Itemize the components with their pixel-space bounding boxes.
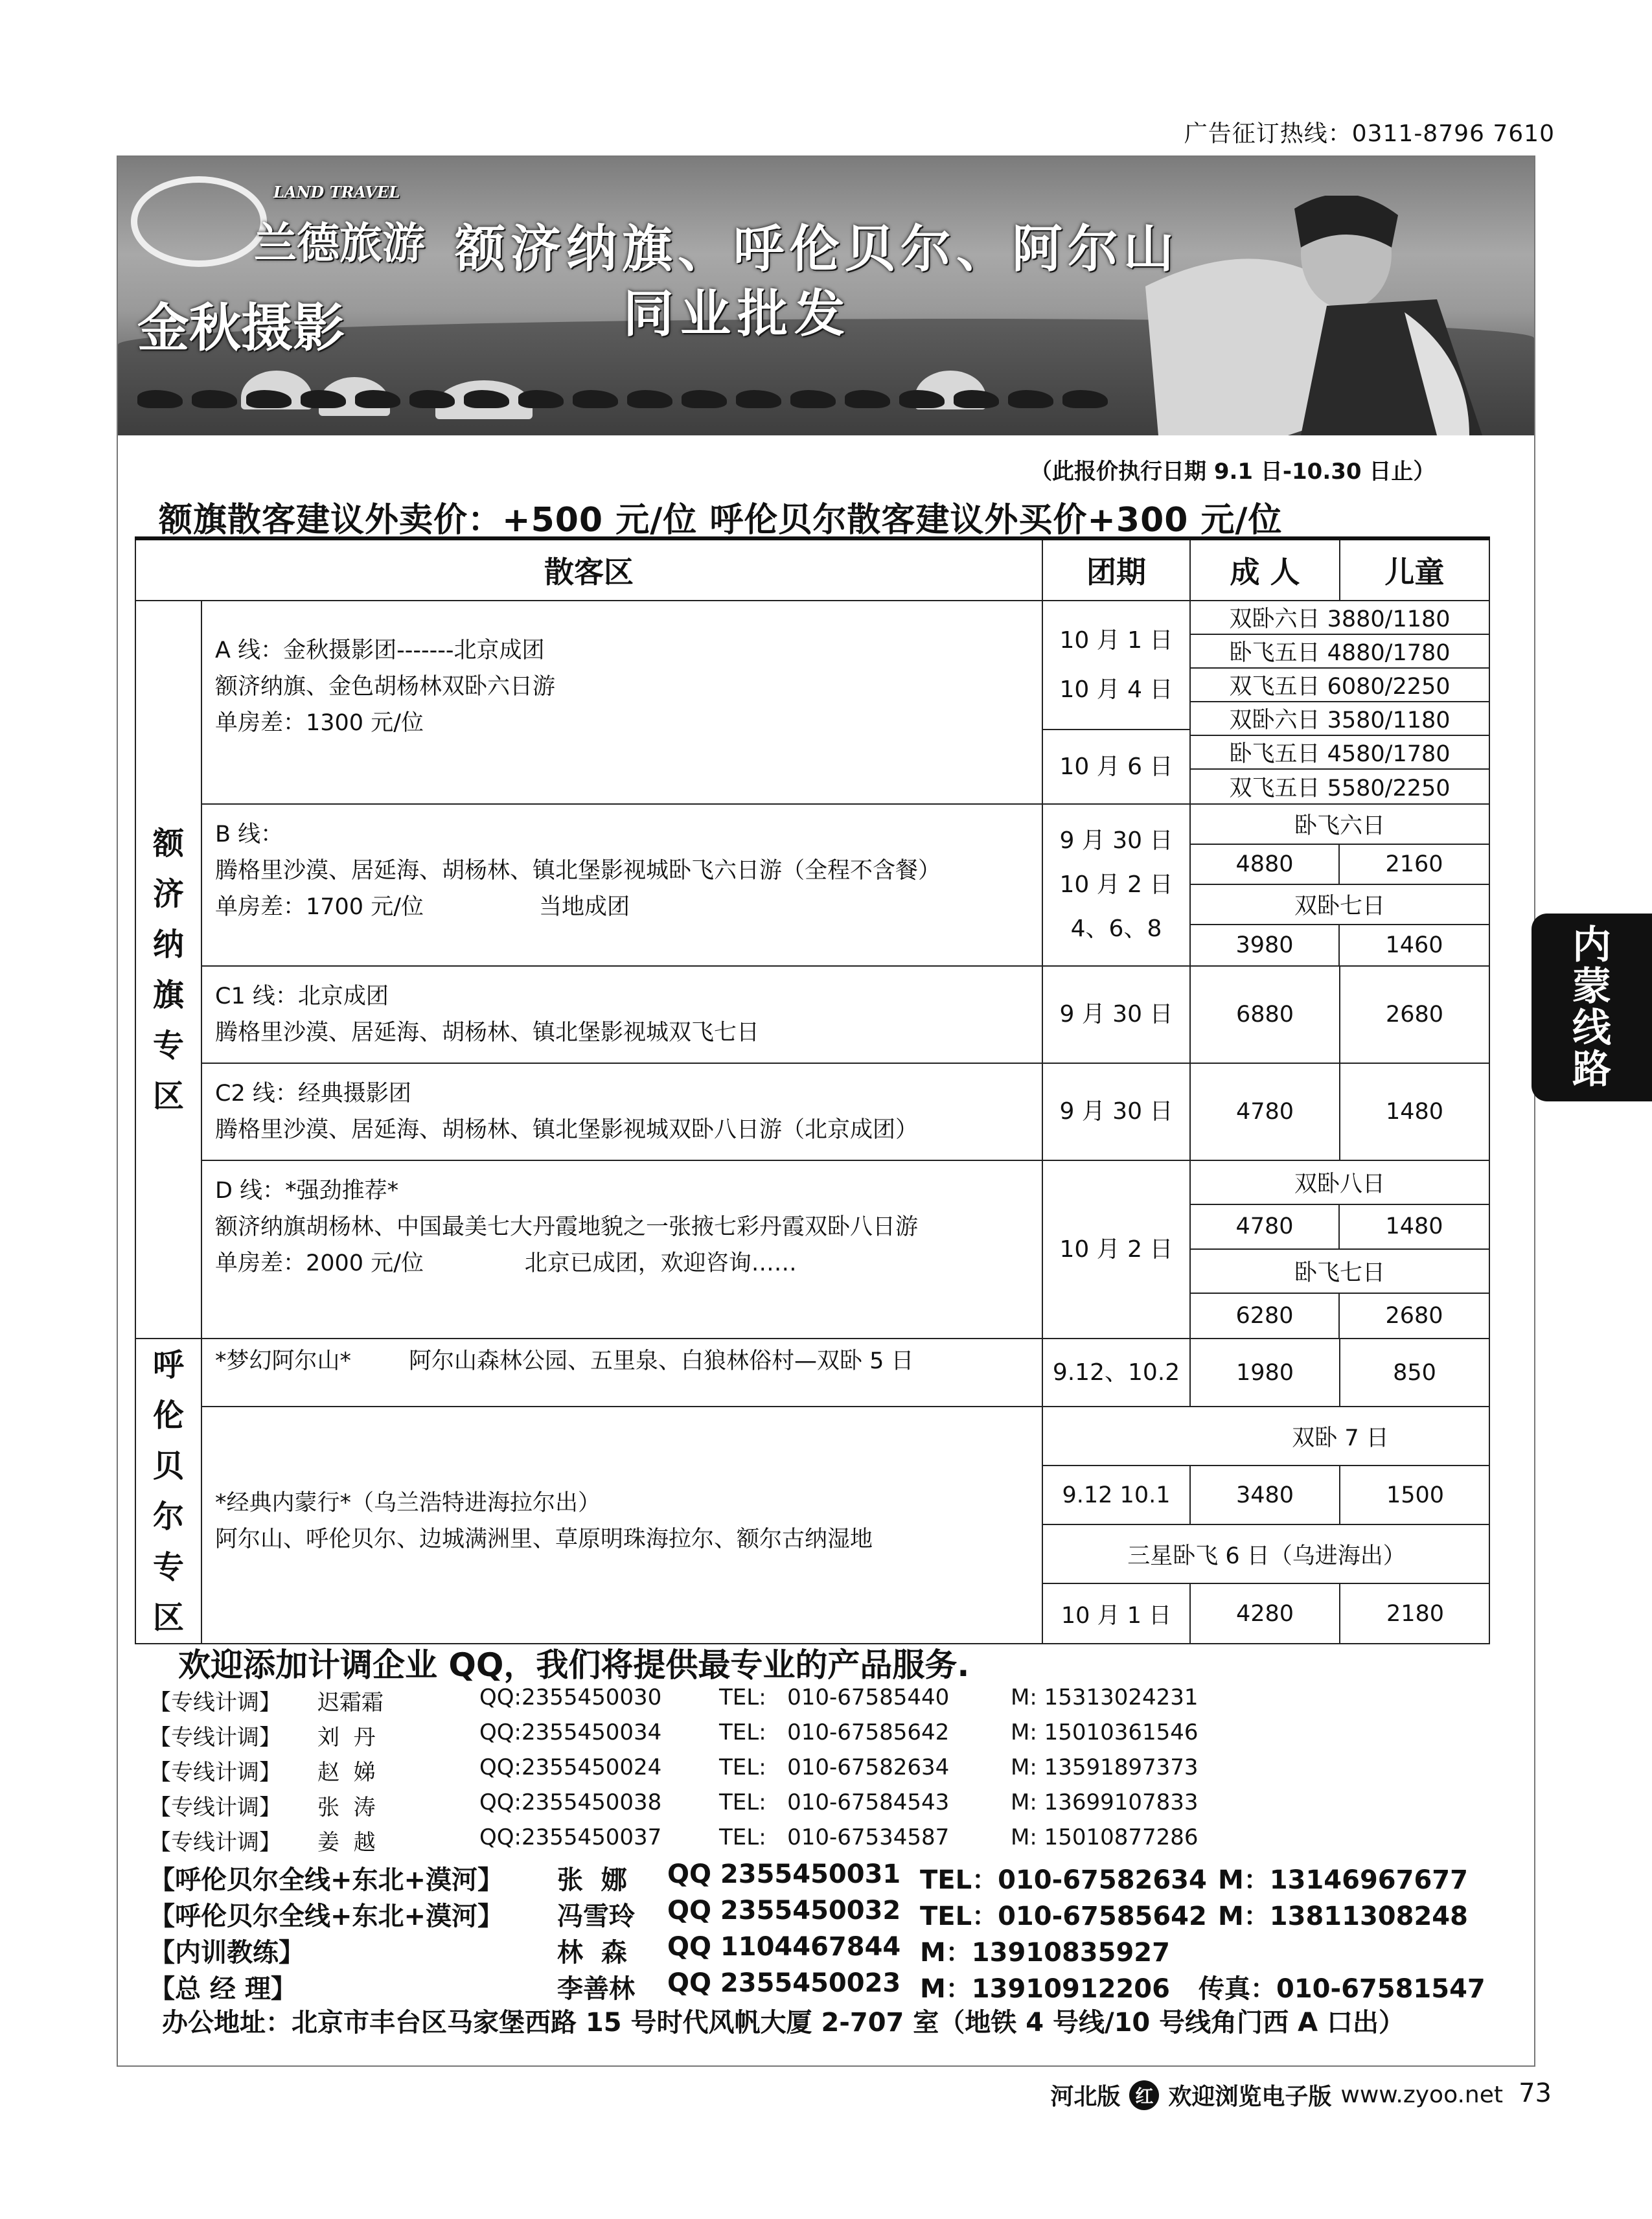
- route-b-prices: 卧飞六日 4880 2160 双卧七日 3980 1460: [1190, 804, 1489, 966]
- route-arxan: *梦幻阿尔山* 阿尔山森林公园、五里泉、白狼林俗村—双卧 5 日: [201, 1339, 1042, 1407]
- welcome-message: 欢迎添加计调企业 QQ，我们将提供最专业的产品服务.: [178, 1646, 970, 1684]
- contact-row-manager: 【呼伦贝尔全线+东北+漠河】 冯雪玲 QQ 2355450032 TEL：010-67585642 M：13811308248: [149, 1896, 1468, 1931]
- contact-row: 【专线计调】 张 涛 QQ:2355450038 TEL: 010-67584543 M: 13699107833: [149, 1789, 1199, 1821]
- route-c2-date: 9 月 30 日: [1042, 1063, 1190, 1160]
- route-c2-child: 1480: [1340, 1063, 1489, 1160]
- route-c1-date: 9 月 30 日: [1042, 966, 1190, 1063]
- route-d-date: 10 月 2 日: [1042, 1160, 1190, 1339]
- horses-herd: [137, 390, 1141, 416]
- contact-row: 【专线计调】 赵 娣 QQ:2355450024 TEL: 010-67582634 M: 13591897373: [149, 1754, 1199, 1786]
- route-d: D 线：*强劲推荐* 额济纳旗胡杨林、中国最美七大丹霞地貌之一张掖七彩丹霞双卧八日游 单房差：2000 元/位 北京已成团，欢迎咨询……: [201, 1160, 1042, 1339]
- side-tab-inner-mongolia: 内 蒙 线 路: [1532, 914, 1652, 1101]
- route-c2: C2 线：经典摄影团 腾格里沙漠、居延海、胡杨林、镇北堡影视城双卧八日游（北京成团）: [201, 1063, 1042, 1160]
- contact-row: 【专线计调】 迟霜霜 QQ:2355450030 TEL: 010-67585440 M: 15313024231: [149, 1684, 1199, 1716]
- mongolian-woman-photo: [1132, 196, 1495, 435]
- route-c1: C1 线：北京成团 腾格里沙漠、居延海、胡杨林、镇北堡影视城双飞七日: [201, 966, 1042, 1063]
- contact-row: 【专线计调】 刘 丹 QQ:2355450034 TEL: 010-67585642 M: 15010361546: [149, 1719, 1199, 1751]
- header-child: 儿童: [1340, 538, 1489, 601]
- route-d-prices: 双卧八日 4780 1480 卧飞七日 6280 2680: [1190, 1160, 1489, 1339]
- banner-image: [118, 157, 1534, 435]
- banner-subline: 同业批发: [623, 284, 852, 343]
- office-address: 办公地址：北京市丰台区马家堡西路 15 号时代风帆大厦 2-707 室（地铁 4 号线/10 号线角门西 A 口出）: [162, 2008, 1405, 2038]
- route-b-dates: 9 月 30 日 10 月 2 日 4、6、8: [1042, 804, 1190, 966]
- price-table: [135, 536, 1490, 1644]
- route-arxan-child: 850: [1340, 1339, 1489, 1407]
- footer-edition: 河北版: [1050, 2084, 1121, 2110]
- route-c2-adult: 4780: [1190, 1063, 1340, 1160]
- contact-row: 【专线计调】 姜 越 QQ:2355450037 TEL: 010-67534587 M: 15010877286: [149, 1824, 1199, 1856]
- footer-text: 欢迎浏览电子版: [1168, 2084, 1332, 2110]
- route-arxan-adult: 1980: [1190, 1339, 1340, 1407]
- route-arxan-date: 9.12、10.2: [1042, 1339, 1190, 1407]
- page-number: 73: [1519, 2078, 1552, 2108]
- header-adult: 成 人: [1190, 538, 1340, 601]
- route-classic-prices: 双卧 7 日 9.12 10.1 3480 1500 三星卧飞 6 日（乌进海出） 10 月 1 日 4280 2180: [1042, 1407, 1489, 1644]
- contact-row-manager: 【总 经 理】 李善林 QQ 2355450023 M：13910912206 传真：010-67581547: [149, 1968, 1486, 2004]
- header-area: 散客区: [135, 538, 1042, 601]
- hong-badge-icon: 红: [1129, 2080, 1159, 2110]
- route-b: B 线： 腾格里沙漠、居延海、胡杨林、镇北堡影视城卧飞六日游（全程不含餐） 单房差：1700 元/位 当地成团: [201, 804, 1042, 966]
- contact-row-manager: 【呼伦贝尔全线+东北+漠河】 张 娜 QQ 2355450031 TEL：010-67582634 M：13146967677: [149, 1859, 1468, 1895]
- banner-headline: 额济纳旗、呼伦贝尔、阿尔山: [455, 220, 1180, 279]
- ad-hotline: 广告征订热线：0311-8796 7610: [1184, 121, 1555, 147]
- logo-swirl-icon: [131, 176, 267, 267]
- route-c1-child: 2680: [1340, 966, 1489, 1063]
- route-c1-adult: 6880: [1190, 966, 1340, 1063]
- suggested-price-heading: 额旗散客建议外卖价：+500 元/位 呼伦贝尔散客建议外买价+300 元/位: [159, 501, 1283, 540]
- footer: [1050, 2078, 1503, 2111]
- contact-row-manager: 【内训教练】 林 森 QQ 1104467844 M：13910835927: [149, 1932, 1170, 1968]
- brand-name: 兰德旅游: [254, 218, 425, 268]
- route-a: A 线：金秋摄影团-------北京成团 额济纳旗、金色胡杨林双卧六日游 单房差：1300 元/位: [201, 601, 1042, 804]
- route-a-prices: 双卧六日 3880/1180 卧飞五日 4880/1780 双飞五日 6080/2250 双卧六日 3580/1180 卧飞五日 4580/1780 双飞五日 5580/2250: [1190, 601, 1489, 804]
- route-a-dates: 10 月 1 日 10 月 4 日 10 月 6 日: [1042, 601, 1190, 804]
- execution-date-note: （此报价执行日期 9.1 日-10.30 日止）: [1030, 459, 1436, 485]
- route-classic-inner-mongolia: *经典内蒙行*（乌兰浩特进海拉尔出） 阿尔山、呼伦贝尔、边城满洲里、草原明珠海拉尔、额尔古纳湿地: [201, 1407, 1042, 1644]
- brand-en: LAND TRAVEL: [273, 183, 400, 201]
- banner-tagline: 金秋摄影: [137, 297, 345, 358]
- region-hulunbuir: 呼 伦 贝 尔 专 区: [135, 1339, 201, 1644]
- region-ejina: 额 济 纳 旗 专 区: [135, 601, 201, 1339]
- header-date: 团期: [1042, 538, 1190, 601]
- footer-url[interactable]: www.zyoo.net: [1340, 2082, 1503, 2108]
